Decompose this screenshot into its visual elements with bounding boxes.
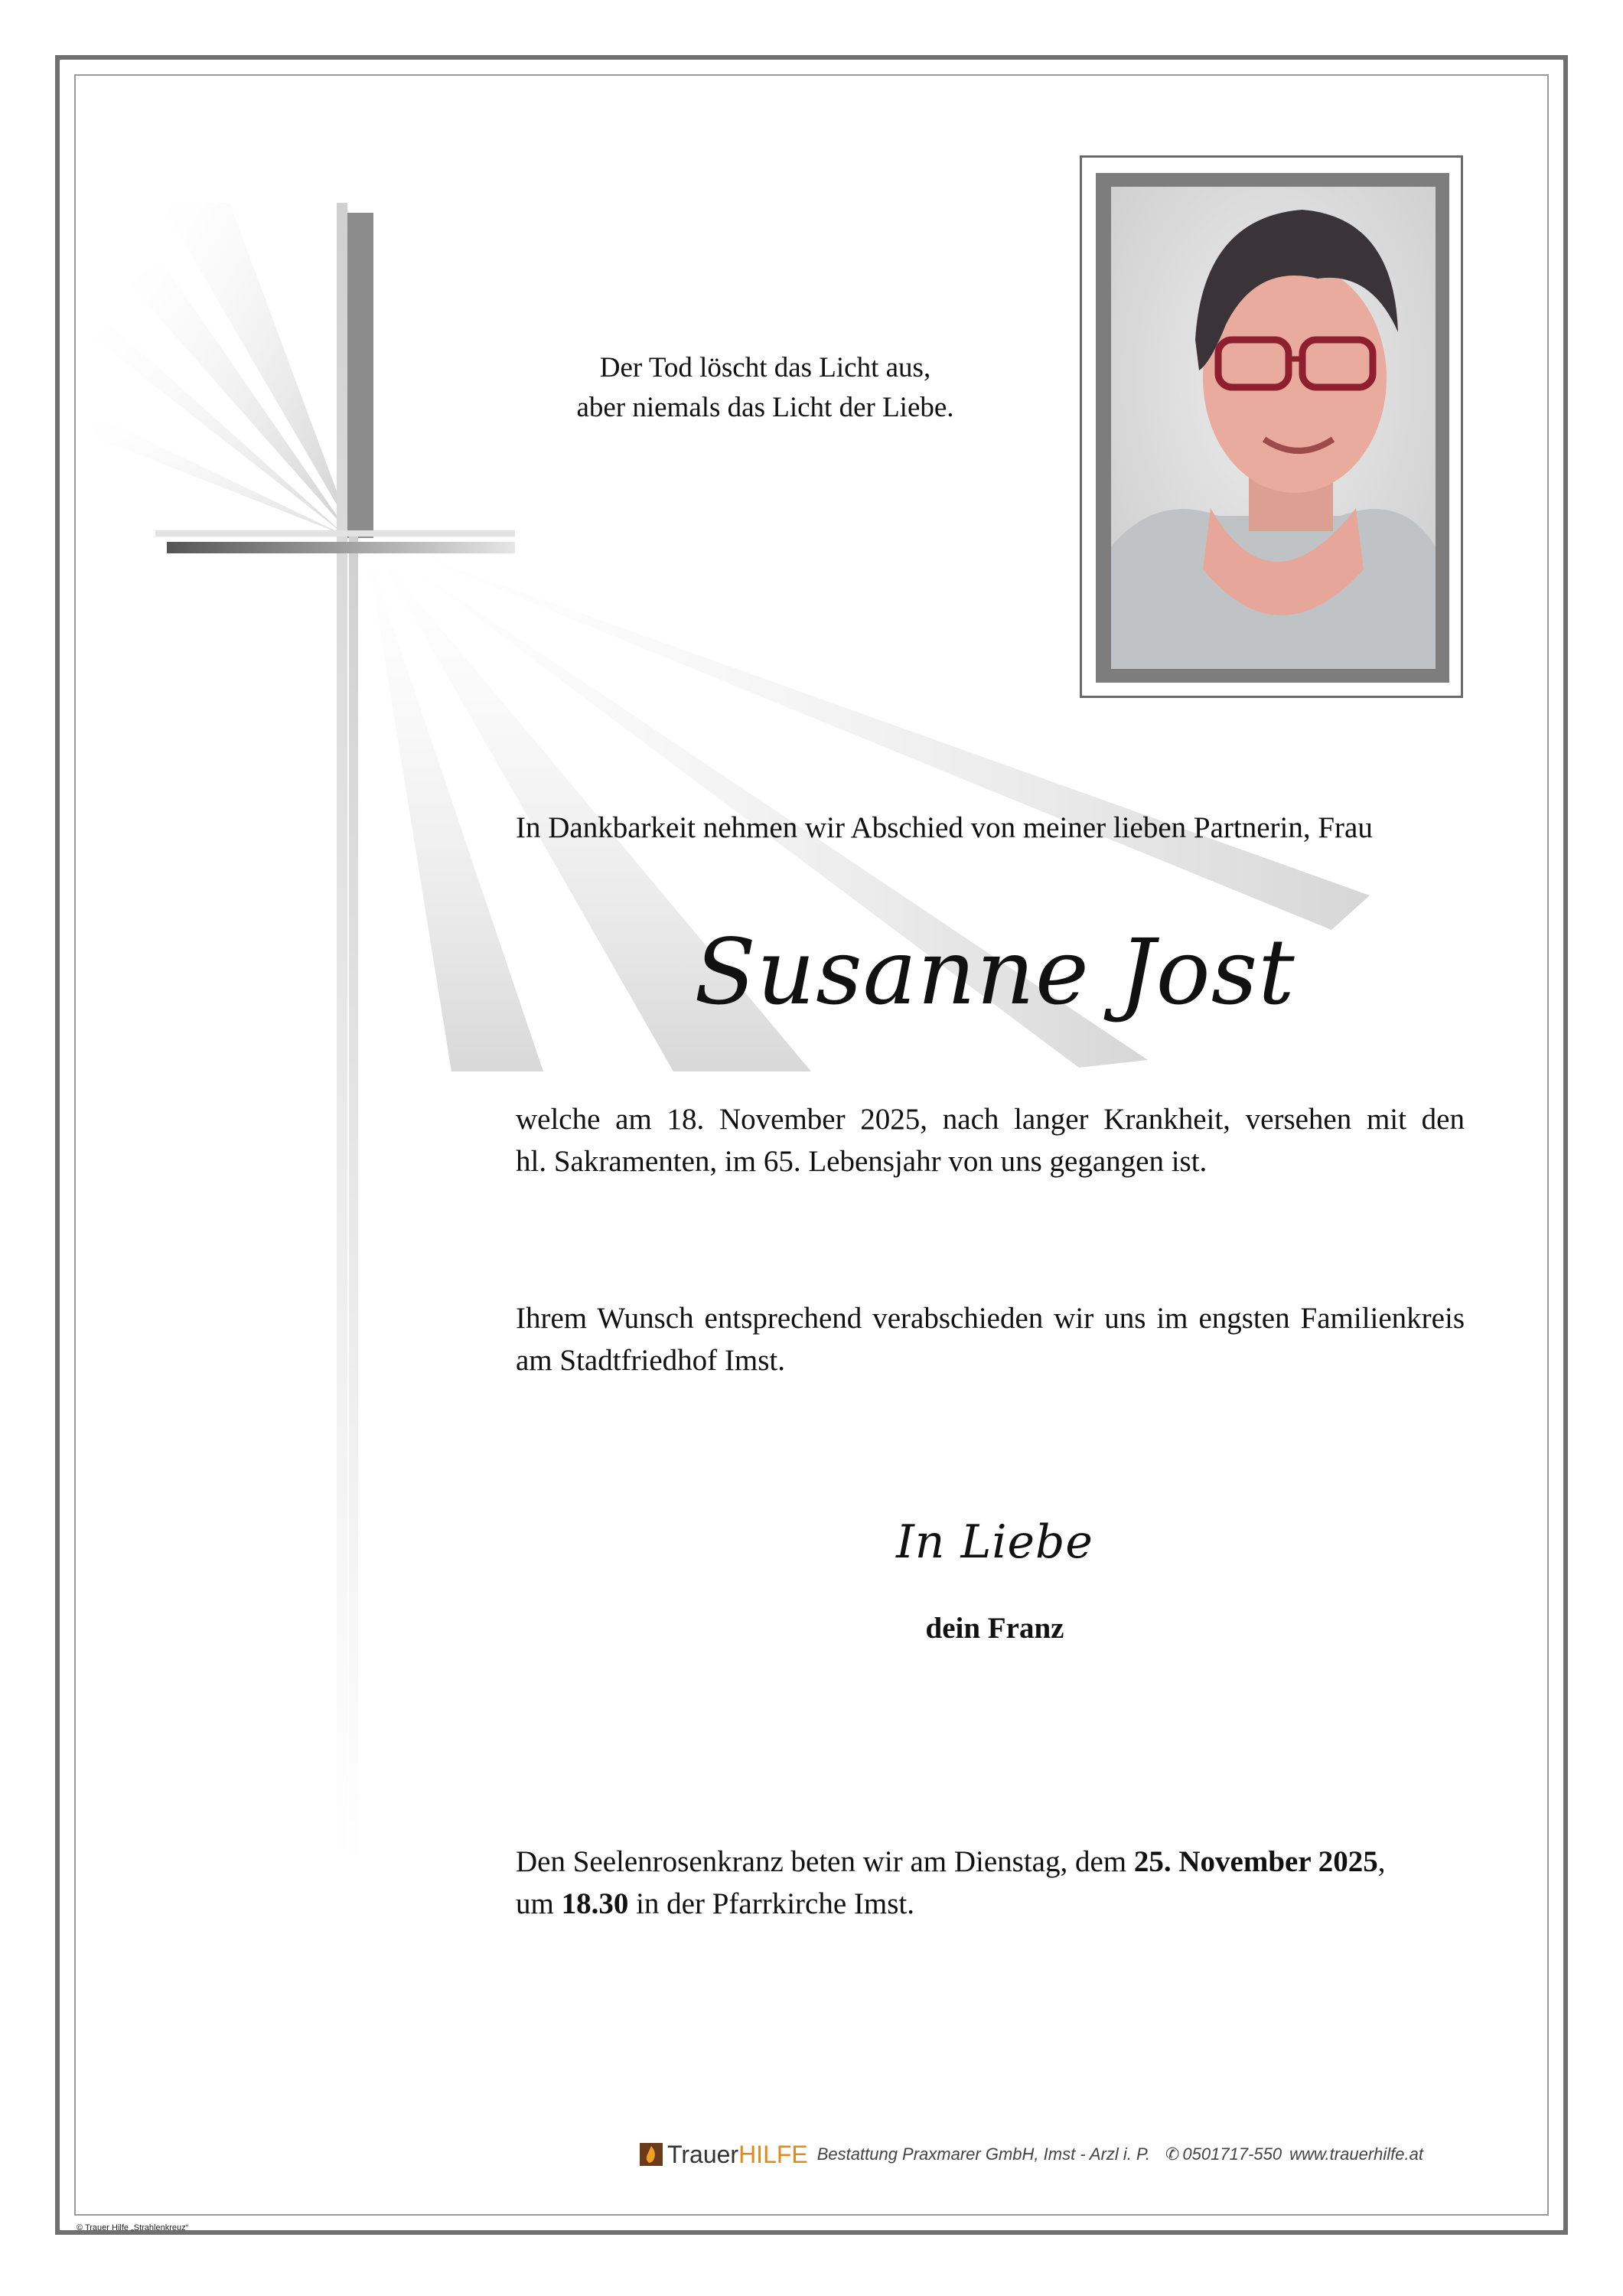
footer [640, 2139, 1431, 2170]
wish-text: Ihrem Wunsch entsprechend verabschieden wir uns im engsten Familienkreis am Stadtfriedhof Imst. [516, 1302, 1465, 1377]
footer-company: Bestattung Praxmarer GmbH, Imst - Arzl i. P. [816, 2144, 1150, 2164]
cross-bar-highlight [155, 530, 515, 536]
flame-logo-icon [640, 2143, 663, 2166]
design-credit: © Trauer Hilfe „Strahlenkreuz“ [77, 2223, 189, 2232]
rosary-text-4: in der Pfarrkirche Imst. [628, 1887, 914, 1920]
footer-brand-trauer: Trauer [667, 2140, 739, 2168]
rosary-line-1 [516, 1841, 1480, 1883]
footer-website[interactable]: www.trauerhilfe.at [1289, 2144, 1423, 2164]
in-liebe-text: In Liebe [896, 1515, 1093, 1569]
rosary-announcement [516, 1841, 1480, 1925]
memorial-quote [536, 348, 995, 428]
phone-icon: ✆ [1165, 2144, 1180, 2164]
quote-line-1: Der Tod löscht das Licht aus, [599, 352, 931, 383]
quote-line-2: aber niemals das Licht der Liebe. [576, 392, 954, 423]
deceased-name: Susanne Jost [694, 919, 1295, 1025]
rosary-time: 18.30 [561, 1887, 629, 1920]
rosary-text-2: , [1377, 1845, 1386, 1878]
passing-line-2: hl. Sakramenten, im 65. Lebensjahr von uns gegangen ist. [516, 1145, 1207, 1178]
signature-text: dein Franz [925, 1612, 1064, 1645]
cross-stem-lower [349, 536, 358, 1867]
rosary-text-3: um [516, 1887, 562, 1920]
passing-text [516, 1098, 1465, 1182]
rosary-text-1: Den Seelenrosenkranz beten wir am Dienstag, dem [516, 1845, 1134, 1878]
ray-upper-1 [161, 203, 350, 528]
footer-phone: 0501717-550 [1182, 2144, 1282, 2164]
cross-stem [347, 213, 373, 538]
footer-brand-hilfe: HILFE [738, 2140, 808, 2168]
cross-bar [167, 542, 515, 553]
rosary-line-2 [516, 1883, 1480, 1925]
passing-line-1: welche am 18. November 2025, nach langer Krankheit, versehen mit den [516, 1103, 1465, 1136]
cross-stem-shadow [337, 203, 347, 1864]
rosary-date: 25. November 2025 [1133, 1845, 1378, 1878]
intro-text: In Dankbarkeit nehmen wir Abschied von meiner lieben Partnerin, Frau [516, 811, 1373, 844]
portrait-photo [1111, 187, 1436, 669]
